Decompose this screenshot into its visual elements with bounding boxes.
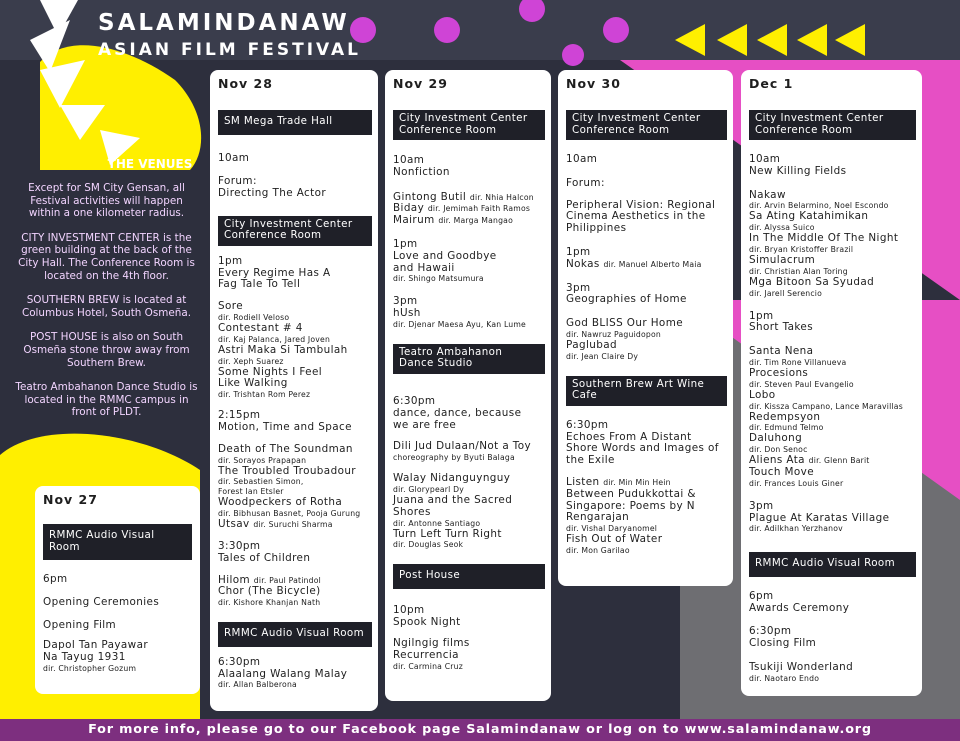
day-label: Dec 1 (749, 76, 794, 91)
film-title (566, 259, 727, 271)
event-title: Ngilngig films (393, 637, 470, 650)
schedule-card-nov28 (210, 70, 378, 711)
venues-info (14, 182, 199, 431)
event-title: Echoes From A Distant Shore Words and Images of the Exile (566, 430, 719, 467)
time-label: 10am (566, 153, 598, 165)
director-credit: dir. Edmund Telmo (749, 423, 824, 433)
film-title: Alaalang Walang Malay (218, 667, 348, 680)
director-credit: dir. Jemimah Faith Ramos (427, 204, 531, 214)
venue-bar: City Investment Center Conference Room (393, 110, 545, 140)
card-body (566, 110, 727, 556)
film-title-text: Mairum (393, 214, 435, 227)
schedule-card-dec1 (741, 70, 922, 696)
venue-bar: City Investment Center Conference Room (218, 216, 372, 246)
event-title: Peripheral Vision: Regional Cinema Aesthetics in the Philippines (566, 198, 716, 235)
film-title (566, 477, 727, 489)
time-label: 10am (749, 153, 781, 165)
time-label: 6:30pm (218, 655, 261, 668)
director-credit: dir. Suruchi Sharma (253, 520, 333, 530)
film-title: Chor (The Bicycle) (218, 585, 321, 598)
director-credit: dir. Djenar Maesa Ayu, Kan Lume (393, 319, 526, 329)
time-label: 2:15pm (218, 409, 261, 422)
film-title: God BLISS Our Home (566, 317, 684, 330)
film-title: Lobo (749, 388, 776, 401)
film-title: Santa Nena (749, 345, 814, 358)
director-credit: dir. Nawruz Paguidopon (566, 329, 661, 339)
director-credit: dir. Manuel Alberto Maia (603, 259, 702, 269)
film-title-text: Nokas (566, 257, 600, 270)
film-title: Nakaw (749, 188, 786, 201)
film-title: The Troubled Troubadour (218, 464, 356, 477)
director-credit: dir. Xeph Suarez (218, 356, 284, 366)
film-title: Mga Bitoon Sa Syudad (749, 275, 875, 288)
day-label: Nov 29 (393, 76, 448, 91)
director-credit: dir. Mon Garilao (566, 545, 630, 555)
event-title: Nonfiction (393, 165, 450, 178)
director-credit: dir. Adilkhan Yerzhanov (749, 524, 843, 534)
film-title-text: Aliens Ata (749, 454, 805, 467)
film-title: Turn Left Turn Right (393, 527, 502, 540)
event-title: Short Takes (749, 321, 814, 334)
event-title: Geographies of Home (566, 293, 687, 306)
time-label: 10am (393, 154, 425, 166)
director-credit: dir. Sorayos Prapapan (218, 455, 307, 465)
director-credit: dir. Marga Mangao (438, 216, 513, 226)
director-credit: dir. Christopher Gozum (43, 663, 137, 673)
director-credit: dir. Don Senoc (749, 445, 808, 455)
time-label: 3pm (749, 499, 774, 512)
venue-bar: Teatro Ambahanon Dance Studio (393, 344, 545, 374)
director-credit: dir. Kishore Khanjan Nath (218, 598, 321, 608)
event-title: Spook Night (393, 615, 461, 628)
director-credit: dir. Antonne Santiago (393, 518, 481, 528)
film-title-text: Utsav (218, 518, 250, 531)
director-credit: dir. Carmina Cruz (393, 662, 463, 672)
schedule-card-nov30 (558, 70, 733, 586)
event-title: Every Regime Has A Fag Tale To Tell (218, 266, 331, 291)
director-credit: dir. Glenn Barit (808, 456, 870, 466)
time-label: 10am (218, 151, 250, 164)
venues-paragraph: CITY INVESTMENT CENTER is the green building at the back of the City Hall. The Conference Room is located on the 4th floor. (18, 231, 195, 282)
film-title: Paglubad (566, 338, 617, 351)
director-credit: dir. Nhia Halcon (469, 192, 534, 202)
time-label: 3pm (566, 281, 591, 294)
festival-title: SALAMINDANAW (98, 10, 350, 36)
film-title: hUsh (393, 307, 421, 320)
film-title-text: Biday (393, 202, 425, 215)
director-credit: dir. Paul Patindol (253, 575, 321, 585)
film-title: Sore (218, 300, 243, 313)
film-title: Dapol Tan Payawar Na Tayug 1931 (43, 639, 149, 664)
film-title-text: Gintong Butil (393, 190, 467, 203)
director-credit: dir. Jarell Serencio (749, 288, 823, 298)
time-label: 6:30pm (566, 418, 609, 431)
director-credit: dir. Trishtan Rom Perez (218, 390, 311, 400)
event-title: Forum: (566, 176, 605, 189)
director-credit: dir. Shingo Matsumura (393, 274, 484, 284)
event-title: Closing Film (749, 637, 817, 650)
festival-subtitle: ASIAN FILM FESTIVAL (98, 40, 362, 60)
film-title (393, 215, 545, 227)
time-label: 6pm (43, 573, 68, 585)
event-title: dance, dance, because we are free (393, 406, 522, 431)
film-title: Walay Nidanguynguy (393, 472, 511, 485)
schedule-card-nov29 (385, 70, 551, 701)
day-label: Nov 27 (43, 492, 98, 507)
magenta-dot (562, 44, 584, 66)
day-label: Nov 28 (218, 76, 273, 91)
venue-bar: Southern Brew Art Wine Cafe (566, 376, 727, 406)
magenta-dot (603, 17, 629, 43)
film-title: Recurrencia (393, 649, 459, 662)
film-title: Dili Jud Dulaan/Not a Toy (393, 440, 532, 453)
venue-bar: SM Mega Trade Hall (218, 110, 372, 135)
film-title: Procesions (749, 366, 809, 379)
event-title: Awards Ceremony (749, 601, 850, 614)
film-title: Between Pudukkottai & Singapore: Poems by N Rengarajan (566, 487, 696, 524)
time-label: 3pm (393, 295, 418, 308)
venue-bar: RMMC Audio Visual Room (218, 622, 372, 647)
director-credit: dir. Kaj Palanca, Jared Joven (218, 334, 331, 344)
director-credit: dir. Steven Paul Evangelio (749, 379, 854, 389)
venues-paragraph: SOUTHERN BREW is located at Columbus Hotel, South Osmeña. (21, 294, 192, 319)
director-credit: dir. Allan Balberona (218, 680, 297, 690)
film-title: Simulacrum (749, 253, 816, 266)
venue-bar: City Investment Center Conference Room (749, 110, 916, 140)
film-title: Tsukiji Wonderland (749, 661, 854, 674)
film-title: Woodpeckers of Rotha (218, 496, 343, 509)
director-credit: dir. Christian Alan Toring (749, 266, 848, 276)
event-title: Tales of Children (218, 551, 311, 564)
footer-info-link[interactable]: For more info, please go to our Facebook page Salamindanaw or log on to www.salamindanaw.org (88, 722, 872, 737)
time-label: 6pm (749, 589, 774, 602)
time-label: 1pm (566, 245, 591, 258)
card-body (43, 524, 194, 674)
film-title: Astri Maka Si Tambulah (218, 343, 348, 356)
card-body (749, 110, 916, 684)
venue-bar: City Investment Center Conference Room (566, 110, 727, 140)
venues-paragraph: POST HOUSE is also on South Osmeña stone throw away from Southern Brew. (23, 331, 190, 369)
time-label: 6:30pm (749, 625, 792, 638)
director-credit: dir. Glorypearl Dy (393, 484, 464, 494)
director-credit: dir. Tim Rone Villanueva (749, 357, 847, 367)
director-credit: dir. Jean Claire Dy (566, 351, 639, 361)
time-label: 6:30pm (393, 394, 436, 407)
film-title: Daluhong (749, 432, 803, 445)
event-title: New Killing Fields (749, 164, 847, 177)
director-credit: dir. Bryan Kristoffer Brazil (749, 244, 854, 254)
venue-bar: RMMC Audio Visual Room (43, 524, 192, 560)
day-label: Nov 30 (566, 76, 621, 91)
venue-bar: RMMC Audio Visual Room (749, 552, 916, 577)
film-title: Death of The Soundman (218, 442, 353, 455)
director-credit: dir. Sebastien Simon, Forest Ian Etsler (218, 477, 304, 497)
magenta-dot (434, 17, 460, 43)
film-title: Fish Out of Water (566, 533, 663, 546)
director-credit: dir. Rodiell Veloso (218, 313, 290, 323)
film-title (218, 519, 372, 531)
director-credit: dir. Alyssa Suico (749, 223, 815, 233)
event-title: Opening Ceremonies (43, 595, 160, 608)
film-title: Sa Ating Katahimikan (749, 210, 869, 223)
time-label: 1pm (749, 309, 774, 322)
venues-heading: THE VENUES (107, 157, 193, 171)
event-title: Directing The Actor (218, 187, 327, 200)
film-title: In The Middle Of The Night (749, 232, 899, 245)
film-title: Touch Move (749, 465, 814, 478)
venues-paragraph: Except for SM City Gensan, all Festival activities will happen within a one kilometer radius. (28, 182, 185, 220)
director-credit: dir. Naotaro Endo (749, 673, 820, 683)
card-body (218, 110, 372, 690)
director-credit: dir. Vishal Daryanomel (566, 524, 658, 534)
time-label: 10pm (393, 603, 425, 616)
director-credit: dir. Bibhusan Basnet, Pooja Gurung (218, 509, 361, 519)
film-title: Some Nights I Feel Like Walking (218, 365, 323, 390)
director-credit: dir. Douglas Seok (393, 540, 464, 550)
time-label: 1pm (218, 254, 243, 267)
event-title: Opening Film (43, 618, 117, 631)
time-label: 1pm (393, 237, 418, 250)
film-title-text: Hilom (218, 573, 251, 586)
film-title: Juana and the Sacred Shores (393, 493, 513, 518)
film-title: Contestant # 4 (218, 322, 303, 335)
card-body (393, 110, 545, 672)
venue-bar: Post House (393, 564, 545, 589)
venues-paragraph: Teatro Ambahanon Dance Studio is located in the RMMC campus in front of PLDT. (15, 381, 198, 419)
director-credit: dir. Kissza Campano, Lance Maravillas (749, 401, 903, 411)
event-title: Forum: (218, 175, 257, 188)
director-credit: choreography by Byuti Balaga (393, 453, 515, 463)
event-title: Motion, Time and Space (218, 421, 352, 434)
director-credit: dir. Frances Louis Giner (749, 478, 844, 488)
director-credit: dir. Min Min Hein (603, 477, 671, 487)
film-title: Plague At Karatas Village (749, 511, 890, 524)
time-label: 3:30pm (218, 540, 261, 553)
film-title: Love and Goodbye and Hawaii (393, 249, 497, 274)
schedule-card-nov27 (35, 486, 200, 694)
director-credit: dir. Arvin Belarmino, Noel Escondo (749, 201, 889, 211)
film-title: Redempsyon (749, 410, 821, 423)
film-title-text: Listen (566, 475, 600, 488)
